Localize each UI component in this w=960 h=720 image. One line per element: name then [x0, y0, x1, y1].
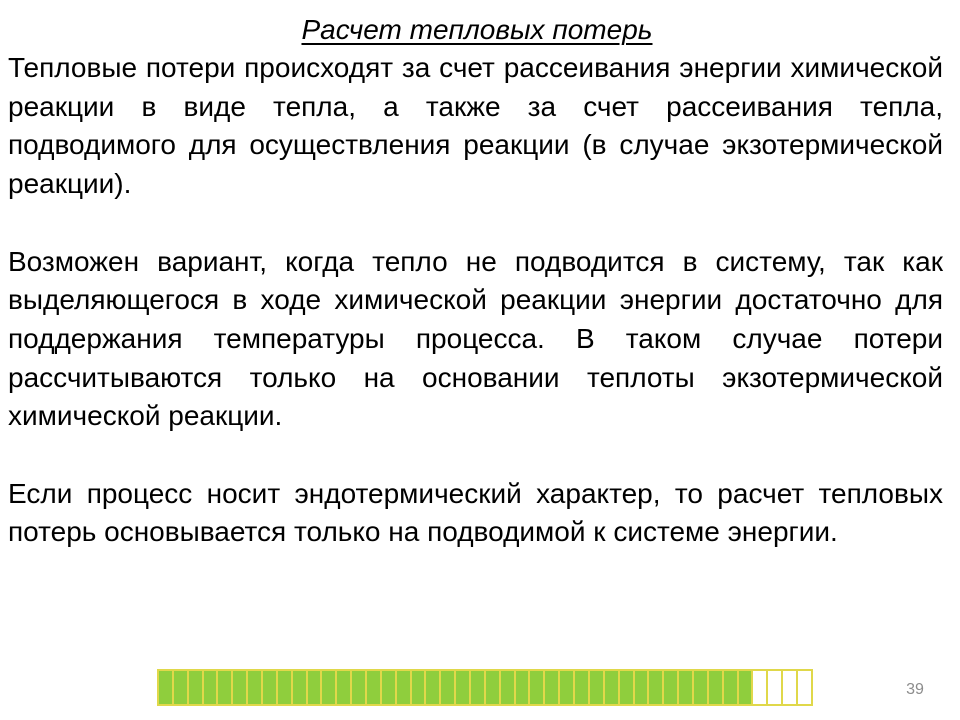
progress-segment-filled [471, 671, 486, 704]
paragraph-heat-losses: Тепловые потери происходят за счет рассеивания энергии химической реакции в виде тепла, а также за счет рассеивания тепла, подводимого для осуществления реакции (в случае экзотермической реакции). [8, 52, 943, 200]
slide-title: Расчет тепловых потерь [301, 14, 653, 45]
progress-segment-filled [486, 671, 501, 704]
progress-segment-filled [322, 671, 337, 704]
progress-segment-filled [635, 671, 650, 704]
progress-segment-filled [530, 671, 545, 704]
progress-segment-filled [501, 671, 516, 704]
progress-segment-filled [709, 671, 724, 704]
progress-segment-filled [218, 671, 233, 704]
progress-segment-filled [204, 671, 219, 704]
progress-segment-empty [753, 671, 768, 704]
page-number: 39 [906, 681, 924, 698]
progress-segment-filled [605, 671, 620, 704]
progress-segment-filled [263, 671, 278, 704]
progress-segment-filled [159, 671, 174, 704]
progress-segment-filled [337, 671, 352, 704]
progress-segment-filled [456, 671, 471, 704]
progress-segment-filled [441, 671, 456, 704]
progress-segment-filled [694, 671, 709, 704]
progress-segment-filled [560, 671, 575, 704]
progress-segment-filled [664, 671, 679, 704]
progress-segment-filled [724, 671, 739, 704]
progress-segment-filled [293, 671, 308, 704]
progress-segment-filled [308, 671, 323, 704]
progress-segment-empty [798, 671, 811, 704]
progress-segment-filled [367, 671, 382, 704]
progress-segment-empty [768, 671, 783, 704]
progress-segment-filled [575, 671, 590, 704]
progress-segment-filled [620, 671, 635, 704]
progress-segment-filled [397, 671, 412, 704]
progress-segment-filled [739, 671, 754, 704]
progress-segment-filled [189, 671, 204, 704]
progress-segment-filled [649, 671, 664, 704]
paragraph-endothermic: Если процесс носит эндотермический характер, то расчет тепловых потерь основывается только на подводимой к системе энергии. [8, 477, 943, 548]
progress-segment-filled [382, 671, 397, 704]
progress-segment-filled [679, 671, 694, 704]
progress-segment-filled [174, 671, 189, 704]
progress-segment-filled [412, 671, 427, 704]
slide-body [8, 49, 943, 552]
progress-segment-filled [248, 671, 263, 704]
progress-segment-filled [590, 671, 605, 704]
progress-segment-filled [426, 671, 441, 704]
progress-segment-filled [516, 671, 531, 704]
slide-progress-bar [157, 669, 813, 706]
progress-segment-filled [278, 671, 293, 704]
progress-segment-filled [545, 671, 560, 704]
progress-segment-filled [352, 671, 367, 704]
progress-segment-empty [783, 671, 798, 704]
paragraph-no-heat-supply: Возможен вариант, когда тепло не подводится в систему, так как выделяющегося в ходе химической реакции энергии достаточно для поддержания температуры процесса. В таком случае потери рассчитываются только на основании теплоты экзотермической химической реакции. [8, 245, 943, 432]
progress-segment-filled [233, 671, 248, 704]
